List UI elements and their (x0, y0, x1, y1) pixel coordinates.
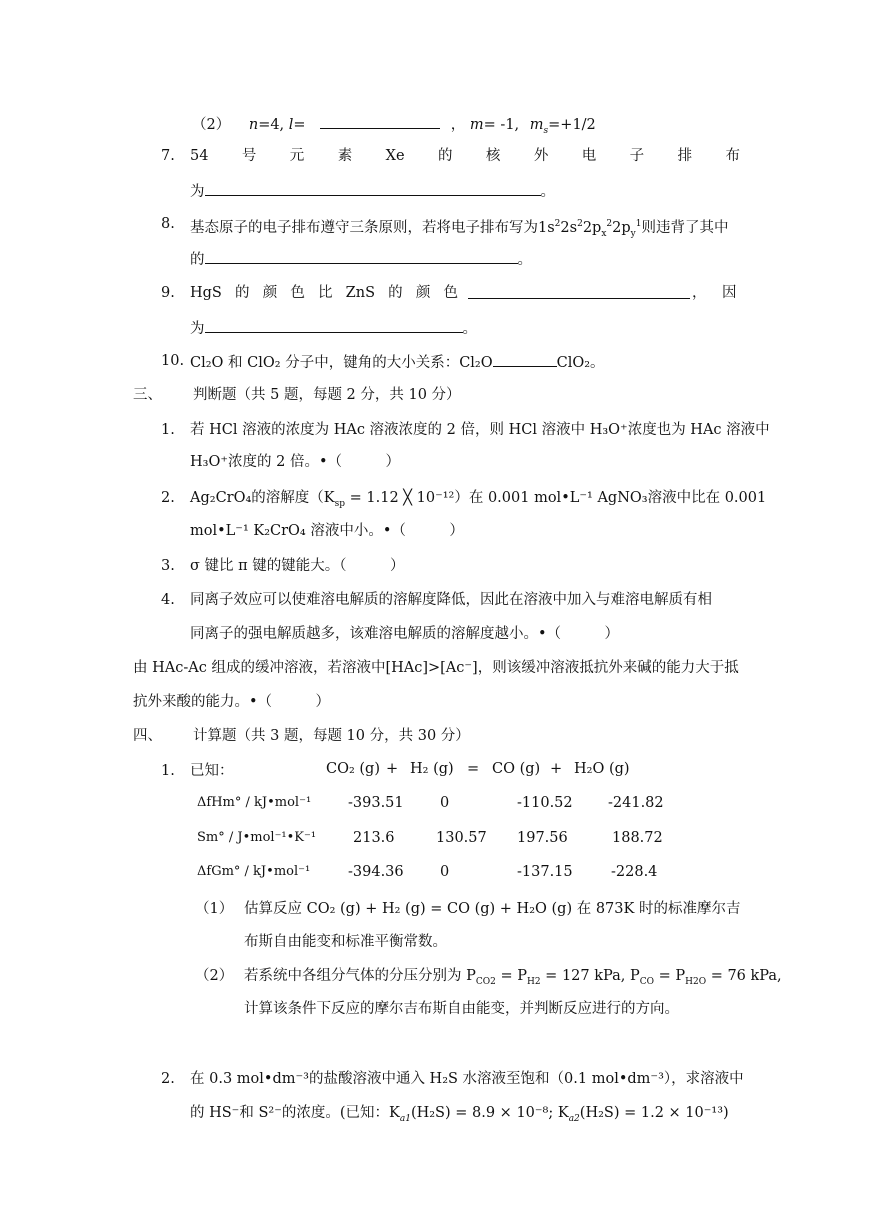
calc2-number: 2. (161, 1071, 175, 1087)
q7-word: 布 (725, 148, 740, 164)
sub2-text: = P (654, 968, 686, 984)
q7-word: 外 (533, 148, 549, 164)
q9-word: 的 (235, 285, 250, 301)
q9-word: 颜 (415, 285, 431, 301)
tf3-number: 3. (161, 558, 175, 574)
table-cell: 188.72 (612, 830, 663, 846)
q7-word: 号 (241, 148, 257, 164)
q6-2-ms: m (529, 117, 544, 133)
q10-line (190, 351, 605, 373)
calc1-sub2-line2: 计算该条件下反应的摩尔吉布斯自由能变，并判断反应进行的方向。 (244, 1001, 679, 1017)
q9-line2-post: 。 (462, 321, 477, 337)
section-3-number: 三、 (133, 387, 162, 403)
q7-number: 7. (161, 148, 175, 164)
q9-line2 (190, 317, 477, 339)
q7-word: 电 (581, 148, 597, 164)
table-row-label: ΔfHm° / kJ•mol⁻¹ (197, 795, 312, 810)
q7-word: 核 (485, 148, 501, 164)
q6-2-ms-value: =+1/2 (548, 117, 596, 133)
sub2-text: = 76 kPa, (706, 968, 782, 984)
q7-word: 排 (677, 148, 693, 164)
q8-config: $1s^22s^22p_x^22p_y^1$ (538, 219, 642, 239)
q9-word: 比 (318, 285, 333, 301)
tf1-line2: H₃O⁺浓度的 2 倍。•（ ） (190, 454, 400, 470)
q7-word: 子 (629, 148, 645, 164)
tf5-line1: 由 HAc-Ac 组成的缓冲溶液，若溶液中[HAc]>[Ac⁻]，则该缓冲溶液抵抗外来碱的能力大于抵 (133, 660, 739, 676)
q9-line1-left (190, 283, 458, 303)
q7-line2 (190, 180, 555, 202)
q7-word: 54 (190, 148, 209, 164)
q6-2-blank[interactable] (320, 113, 440, 129)
section-4-number: 四、 (133, 728, 162, 744)
tf4-line1: 同离子效应可以使难溶电解质的溶解度降低，因此在溶液中加入与难溶电解质有相 (190, 592, 712, 608)
q7-blank[interactable] (205, 180, 541, 196)
table-cell: 0 (440, 864, 450, 880)
table-cell: -137.15 (517, 864, 573, 880)
sub2-text: = 127 kPa, P (540, 968, 640, 984)
q8-line1 (190, 214, 728, 244)
q9-blank-1[interactable] (468, 283, 690, 299)
q6-2-sep: ， (450, 117, 466, 133)
q8-line2 (190, 248, 532, 270)
calc2-ka2-sub: a2 (568, 1113, 580, 1124)
q9-word: HgS (190, 285, 222, 301)
sub2-sub: CO (639, 976, 655, 987)
table-cell: 0 (440, 795, 450, 811)
calc2-line1: 在 0.3 mol•dm⁻³的盐酸溶液中通入 H₂S 水溶液至饱和（0.1 mol•dm⁻³），求溶液中 (190, 1071, 744, 1087)
q6-2-m-value: = -1, (483, 117, 520, 133)
tf2-number: 2. (161, 490, 175, 506)
calc1-given: 已知： (190, 763, 234, 779)
calc2-line2 (190, 1103, 729, 1129)
tf2-ksp-sub: sp (334, 498, 346, 509)
tf4-line2: 同离子的强电解质越多，该难溶电解质的溶解度越小。•（ ） (190, 626, 620, 642)
section-4-title: 计算题（共 3 题，每题 10 分，共 30 分） (193, 728, 470, 744)
section-3-title: 判断题（共 5 题，每题 2 分，共 10 分） (193, 387, 461, 403)
table-cell: -110.52 (517, 795, 573, 811)
table-row-label: Sm° / J•mol⁻¹•K⁻¹ (197, 830, 317, 845)
tf4-number: 4. (161, 592, 175, 608)
q6-2-line (192, 113, 596, 141)
reaction-term: CO₂ (g) (326, 761, 380, 777)
q6-2-n-value: =4, (258, 117, 285, 133)
reaction-term: H₂ (g) (410, 761, 454, 777)
table-row-label: ΔfGm° / kJ•mol⁻¹ (197, 864, 311, 879)
sub2-sub: H2 (527, 976, 541, 987)
tf2-text-b: = 1.12 ╳ 10⁻¹²）在 0.001 mol•L⁻¹ AgNO₃溶液中比在 0.001 (345, 490, 767, 506)
q9-line2-pre: 为 (190, 321, 205, 337)
tf2-line1 (190, 488, 766, 514)
q10-blank[interactable] (493, 351, 557, 367)
calc1-sub2-line1 (244, 966, 782, 992)
tf1-line1: 若 HCl 溶液的浓度为 HAc 溶液浓度的 2 倍，则 HCl 溶液中 H₃O⁺浓度也为 HAc 溶液中 (190, 422, 770, 438)
tf2-line2: mol•L⁻¹ K₂CrO₄ 溶液中小。•（ ） (190, 523, 464, 539)
q7-word: 的 (437, 148, 453, 164)
tf5-line2: 抗外来酸的能力。•（ ） (133, 694, 331, 710)
calc1-sub2-number: （2） (195, 968, 234, 984)
q9-word: 色 (443, 285, 458, 301)
q8-text: 基态原子的电子排布遵守三条原则，若将电子排布写为 (190, 219, 538, 236)
table-cell: 213.6 (353, 830, 395, 846)
table-cell: 130.57 (436, 830, 487, 846)
q7-word: 元 (289, 148, 305, 164)
tf2-text: Ag₂CrO₄的溶解度（K (190, 490, 335, 506)
q9-yin: 因 (722, 285, 737, 301)
reaction-term: CO (g) (492, 761, 541, 777)
calc1-sub1-number: （1） (195, 901, 234, 917)
calc1-sub1-line2: 布斯自由能变和标准平衡常数。 (244, 934, 447, 950)
q10-text2: ClO₂。 (556, 355, 605, 371)
reaction-term: H₂O (g) (574, 761, 630, 777)
q6-2-l-eq: = (293, 117, 306, 133)
q7-line2-pre: 为 (190, 184, 205, 200)
q8-line2-post: 。 (517, 252, 532, 268)
calc2-text: (H₂S) = 1.2 × 10⁻¹³) (579, 1105, 729, 1121)
q8-number: 8. (161, 216, 175, 232)
q9-word: 色 (290, 285, 305, 301)
q6-2-m: m (469, 117, 484, 133)
q9-blank-2[interactable] (205, 317, 463, 333)
q7-line1 (190, 146, 740, 166)
sub2-sub: CO2 (475, 976, 496, 987)
calc1-number: 1. (161, 763, 175, 779)
sub2-text: = P (495, 968, 527, 984)
table-cell: -393.51 (348, 795, 404, 811)
calc2-text: (H₂S) = 8.9 × 10⁻⁸; K (410, 1105, 569, 1121)
q10-text: Cl₂O 和 ClO₂ 分子中，键角的大小关系：Cl₂O (190, 355, 493, 371)
table-cell: -241.82 (608, 795, 664, 811)
q6-2-l: l (288, 117, 294, 133)
q6-2-number: （2） (192, 117, 231, 133)
q10-number: 10. (161, 353, 185, 369)
q7-word: Xe (385, 148, 405, 164)
tf3-line: σ 键比 π 键的键能大。（ ） (190, 558, 405, 574)
q9-number: 9. (161, 285, 175, 301)
q6-2-n: n (248, 117, 259, 133)
q8-tail: 则违背了其中 (641, 219, 729, 236)
calc1-sub1-line1: 估算反应 CO₂ (g) + H₂ (g) = CO (g) + H₂O (g) 在 873K 时的标准摩尔吉 (244, 901, 741, 917)
q9-comma: ， (692, 285, 707, 301)
q9-word: 颜 (262, 285, 278, 301)
q7-word: 素 (337, 148, 353, 164)
sub2-sub: H2O (685, 976, 707, 987)
table-cell: 197.56 (517, 830, 568, 846)
tf1-number: 1. (161, 422, 175, 438)
calc2-ka1-sub: a1 (399, 1113, 411, 1124)
q9-line1-right (468, 283, 690, 305)
q7-line2-post: 。 (540, 184, 555, 200)
table-cell: -394.36 (348, 864, 404, 880)
reaction-term: + (386, 761, 399, 777)
calc2-text: 的 HS⁻和 S²⁻的浓度。(已知：K (190, 1105, 400, 1121)
q8-line2-pre: 的 (190, 252, 205, 268)
sub2-text: 若系统中各组分气体的分压分别为 P (244, 968, 476, 984)
q9-word: 的 (388, 285, 403, 301)
q8-blank[interactable] (205, 248, 518, 264)
reaction-term: = (467, 761, 480, 777)
reaction-term: + (550, 761, 563, 777)
q6-2-ms-sub: s (543, 125, 549, 136)
table-cell: -228.4 (611, 864, 658, 880)
q9-word: ZnS (345, 285, 376, 301)
